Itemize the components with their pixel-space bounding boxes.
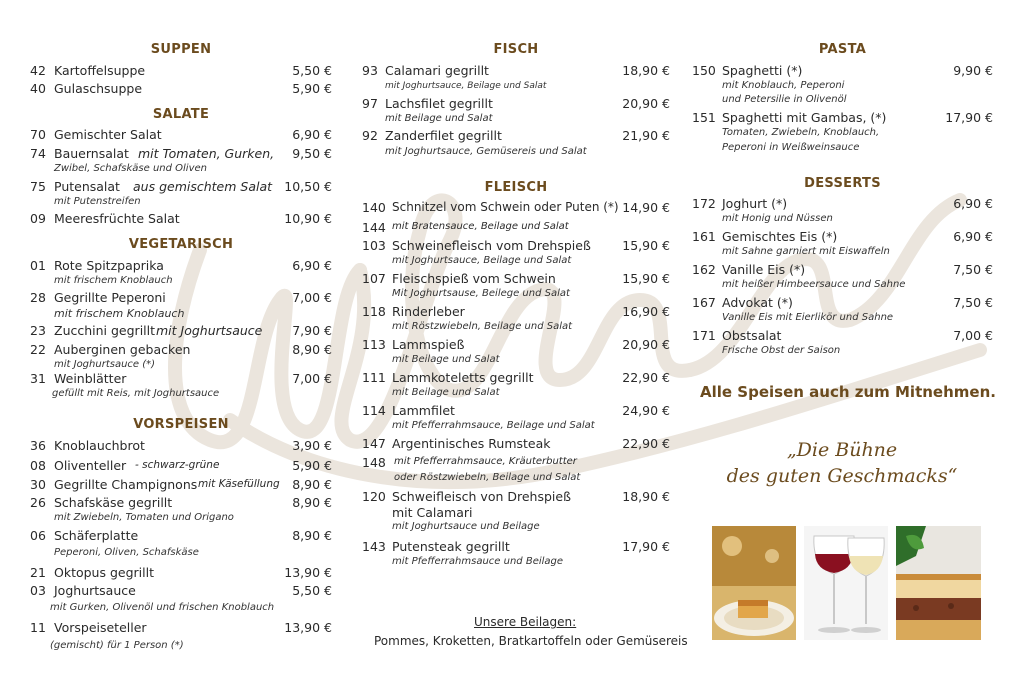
- section-title-desserts: DESSERTS: [804, 176, 881, 191]
- item-name: Fleischspieß vom Schwein: [392, 271, 556, 286]
- item-number: 167: [692, 295, 716, 310]
- item-number: 74: [30, 146, 46, 161]
- item-number: 140: [362, 200, 386, 215]
- item-price: 7,00 €: [953, 328, 993, 343]
- item-price: 8,90 €: [292, 342, 332, 357]
- item-name: Kartoffelsuppe: [54, 63, 146, 78]
- item-name-extra: aus gemischtem Salat: [133, 179, 273, 194]
- item-description: mit frischem Knoblauch: [54, 275, 173, 286]
- item-price: 9,50 €: [292, 146, 332, 161]
- item-description: Tomaten, Zwiebeln, Knoblauch,: [722, 127, 880, 138]
- item-price: 8,90 €: [292, 528, 332, 543]
- item-price: 14,90 €: [622, 200, 670, 215]
- item-price: 7,50 €: [953, 295, 993, 310]
- item-description: mit Honig und Nüssen: [722, 213, 833, 224]
- item-number: 111: [362, 370, 386, 385]
- item-name: Gemischtes Eis (*): [722, 229, 838, 244]
- slogan-line2: des guten Geschmacks“: [726, 465, 958, 487]
- item-number: 28: [30, 290, 46, 305]
- item-price: 24,90 €: [622, 403, 670, 418]
- item-name: Schäferplatte: [54, 528, 139, 543]
- item-price: 21,90 €: [622, 128, 670, 143]
- item-description: mit Pfefferrahmsauce, Beilage und Salat: [392, 420, 595, 431]
- item-description: gefüllt mit Reis, mit Joghurtsauce: [52, 388, 220, 399]
- item-name: Spaghetti mit Gambas, (*): [722, 110, 887, 125]
- item-name: Spaghetti (*): [722, 63, 803, 78]
- item-number: 144: [362, 220, 386, 235]
- item-price: 15,90 €: [622, 271, 670, 286]
- item-price: 8,90 €: [292, 495, 332, 510]
- item-description: mit Beilage und Salat: [392, 354, 500, 365]
- item-number: 171: [692, 328, 716, 343]
- item-name: Schweinefleisch vom Drehspieß: [392, 238, 591, 253]
- item-name: Joghurtsauce: [54, 583, 136, 598]
- item-description: mit frischem Knoblauch: [54, 307, 185, 320]
- section-title-salate: SALATE: [152, 107, 210, 122]
- item-number: 42: [30, 63, 46, 78]
- item-description: mit Zwiebeln, Tomaten und Origano: [54, 512, 234, 523]
- item-number: 01: [30, 258, 46, 273]
- item-name-extra: mit Joghurtsauce: [156, 323, 263, 338]
- item-price: 15,90 €: [622, 238, 670, 253]
- item-name: Gegrillte Peperoni: [54, 290, 166, 305]
- item-number: 92: [362, 128, 378, 143]
- item-name: Argentinisches Rumsteak: [392, 436, 551, 451]
- wine-glasses-photo: [804, 526, 888, 640]
- slogan: [702, 437, 982, 489]
- item-name-extra: mit Tomaten, Gurken,: [138, 146, 275, 161]
- item-description: mit Beilage und Salat: [385, 113, 493, 124]
- item-price: 6,90 €: [292, 258, 332, 273]
- food-plate-photo: [712, 526, 796, 640]
- item-name: Gegrillte Champignons: [54, 477, 198, 492]
- item-name-extra: - schwarz-grüne: [135, 459, 220, 471]
- item-name: Putensteak gegrillt: [392, 539, 510, 554]
- left-column: [30, 0, 332, 691]
- item-number: 36: [30, 438, 46, 453]
- item-name: Lachsfilet gegrillt: [385, 96, 493, 111]
- item-number: 31: [30, 371, 46, 386]
- slogan-line1: „Die Bühne: [786, 439, 898, 461]
- item-price: 7,00 €: [292, 371, 332, 386]
- item-name: Vorspeiseteller: [54, 620, 147, 635]
- item-number: 08: [30, 458, 46, 473]
- item-name: Weinblätter: [54, 371, 127, 386]
- item-price: 7,00 €: [292, 290, 332, 305]
- item-description: Zwibel, Schafskäse und Oliven: [54, 163, 207, 174]
- item-name: Gemischter Salat: [54, 127, 162, 142]
- item-number: 21: [30, 565, 46, 580]
- item-number: 09: [30, 211, 46, 226]
- item-name: Obstsalat: [722, 328, 782, 343]
- beilagen-title: Unsere Beilagen:: [474, 615, 577, 629]
- item-name: Oliventeller: [54, 458, 127, 473]
- item-number: 103: [362, 238, 386, 253]
- item-price: 6,90 €: [953, 229, 993, 244]
- item-price: 7,50 €: [953, 262, 993, 277]
- item-name: Meeresfrüchte Salat: [54, 211, 180, 226]
- item-number: 11: [30, 620, 46, 635]
- item-description: mit Joghurtsauce (*): [54, 359, 156, 370]
- item-number: 93: [362, 63, 378, 78]
- item-price: 6,90 €: [292, 127, 332, 142]
- item-price: 17,90 €: [945, 110, 993, 125]
- item-number: 22: [30, 342, 46, 357]
- item-number: 113: [362, 337, 386, 352]
- moussaka-photo: [896, 526, 981, 640]
- item-price: 17,90 €: [622, 539, 670, 554]
- item-name: Vanille Eis (*): [722, 262, 806, 277]
- item-name: Rote Spitzpaprika: [54, 258, 164, 273]
- item-description: mit Joghurtsauce, Beilage und Salat: [392, 255, 572, 266]
- item-price: 7,90 €: [292, 323, 332, 338]
- item-price: 6,90 €: [953, 196, 993, 211]
- item-name: Lammkoteletts gegrillt: [392, 370, 534, 385]
- item-price: 13,90 €: [284, 565, 332, 580]
- item-name-extra: mit Käsefüllung: [198, 478, 280, 490]
- section-title-fisch: FISCH: [493, 42, 539, 57]
- item-description-line2: und Petersilie in Olivenöl: [722, 94, 847, 105]
- item-number: 148: [362, 455, 386, 470]
- item-number: 147: [362, 436, 386, 451]
- item-price: 5,90 €: [292, 81, 332, 96]
- item-name: Gulaschsuppe: [54, 81, 143, 96]
- item-price: 9,90 €: [953, 63, 993, 78]
- item-description-line2: Peperoni in Weißweinsauce: [722, 142, 860, 153]
- item-number: 107: [362, 271, 386, 286]
- item-number: 161: [692, 229, 716, 244]
- right-column: [692, 0, 996, 691]
- takeaway-note: Alle Speisen auch zum Mitnehmen.: [700, 383, 996, 401]
- item-description: Frische Obst der Saison: [722, 345, 841, 356]
- item-name: Zanderfilet gegrillt: [385, 128, 502, 143]
- middle-column: [362, 0, 688, 691]
- item-number: 03: [30, 583, 46, 598]
- item-number: 120: [362, 489, 386, 504]
- item-price: 13,90 €: [284, 620, 332, 635]
- item-price: 3,90 €: [292, 438, 332, 453]
- item-price: 10,90 €: [284, 211, 332, 226]
- item-price: 18,90 €: [622, 63, 670, 78]
- item-description: mit Pfefferrahmsauce und Beilage: [392, 556, 564, 567]
- item-price: 10,50 €: [284, 179, 332, 194]
- item-price: 16,90 €: [622, 304, 670, 319]
- item-description: mit Sahne garniert mit Eiswaffeln: [722, 246, 890, 257]
- item-number: 23: [30, 323, 46, 338]
- item-description: Peperoni, Oliven, Schafskäse: [54, 547, 199, 558]
- item-description: mit Putenstreifen: [54, 196, 141, 207]
- item-description: mit Röstzwiebeln, Beilage und Salat: [392, 321, 573, 332]
- item-name: Rinderleber: [392, 304, 465, 319]
- item-description: mit Beilage und Salat: [392, 387, 500, 398]
- item-name: Zucchini gegrillt: [54, 323, 156, 338]
- item-number: 26: [30, 495, 46, 510]
- item-name: Lammspieß: [392, 337, 465, 352]
- item-price: 5,90 €: [292, 458, 332, 473]
- section-title-suppen: SUPPEN: [150, 42, 212, 57]
- item-description: mit Joghurtsauce und Beilage: [392, 521, 540, 532]
- item-number: 150: [692, 63, 716, 78]
- section-title-fleisch: FLEISCH: [484, 180, 548, 195]
- item-price: 20,90 €: [622, 337, 670, 352]
- item-number: 172: [692, 196, 716, 211]
- item-price: 22,90 €: [622, 370, 670, 385]
- item-name: Auberginen gebacken: [54, 342, 191, 357]
- item-number: 114: [362, 403, 386, 418]
- item-price: 18,90 €: [622, 489, 670, 504]
- item-price: 20,90 €: [622, 96, 670, 111]
- item-number: 118: [362, 304, 386, 319]
- item-number: 06: [30, 528, 46, 543]
- item-name: Lammfilet: [392, 403, 455, 418]
- item-description: Mit Joghurtsause, Beilege und Salat: [392, 288, 570, 299]
- item-description: mit Gurken, Olivenöl und frischen Knoblauch: [50, 602, 275, 613]
- item-description: Vanille Eis mit Eierlikör und Sahne: [722, 312, 894, 323]
- item-price: 5,50 €: [292, 63, 332, 78]
- item-name: Schnitzel vom Schwein oder Puten (*): [392, 200, 619, 214]
- item-description: mit heißer Himbeersauce und Sahne: [722, 279, 906, 290]
- item-number: 75: [30, 179, 46, 194]
- item-description: oder Röstzwiebeln, Beilage und Salat: [394, 472, 581, 483]
- item-price: 8,90 €: [292, 477, 332, 492]
- item-name: Oktopus gegrillt: [54, 565, 154, 580]
- item-name: mit Bratensauce, Beilage und Salat: [392, 221, 569, 232]
- item-name: Schafskäse gegrillt: [54, 495, 173, 510]
- item-name: Advokat (*): [722, 295, 793, 310]
- item-number: 151: [692, 110, 716, 125]
- item-price: 22,90 €: [622, 436, 670, 451]
- section-title-vegetarisch: VEGETARISCH: [128, 237, 234, 252]
- item-name-line2: mit Calamari: [392, 505, 473, 520]
- beilagen-text: Pommes, Kroketten, Bratkartoffeln oder Gemüsereis: [374, 634, 688, 648]
- item-number: 30: [30, 477, 46, 492]
- item-number: 162: [692, 262, 716, 277]
- item-name: mit Pfefferrahmsauce, Kräuterbutter: [394, 456, 577, 467]
- item-name: Calamari gegrillt: [385, 63, 489, 78]
- item-number: 70: [30, 127, 46, 142]
- item-description: mit Joghurtsauce, Gemüsereis und Salat: [385, 146, 587, 157]
- section-title-vorspeisen: VORSPEISEN: [133, 417, 229, 432]
- section-title-pasta: PASTA: [818, 42, 867, 57]
- item-number: 40: [30, 81, 46, 96]
- item-description: mit Joghurtsauce, Beilage und Salat: [385, 81, 547, 91]
- item-description: (gemischt) für 1 Person (*): [50, 640, 184, 651]
- item-description: mit Knoblauch, Peperoni: [722, 80, 845, 91]
- menu-item-line2: [392, 505, 473, 520]
- item-number: 97: [362, 96, 378, 111]
- item-name: Knoblauchbrot: [54, 438, 145, 453]
- item-name: Joghurt (*): [722, 196, 788, 211]
- item-number: 143: [362, 539, 386, 554]
- item-name: Bauernsalat: [54, 146, 129, 161]
- item-price: 5,50 €: [292, 583, 332, 598]
- item-name: Schweifleisch von Drehspieß: [392, 489, 571, 504]
- item-name: Putensalat: [54, 179, 120, 194]
